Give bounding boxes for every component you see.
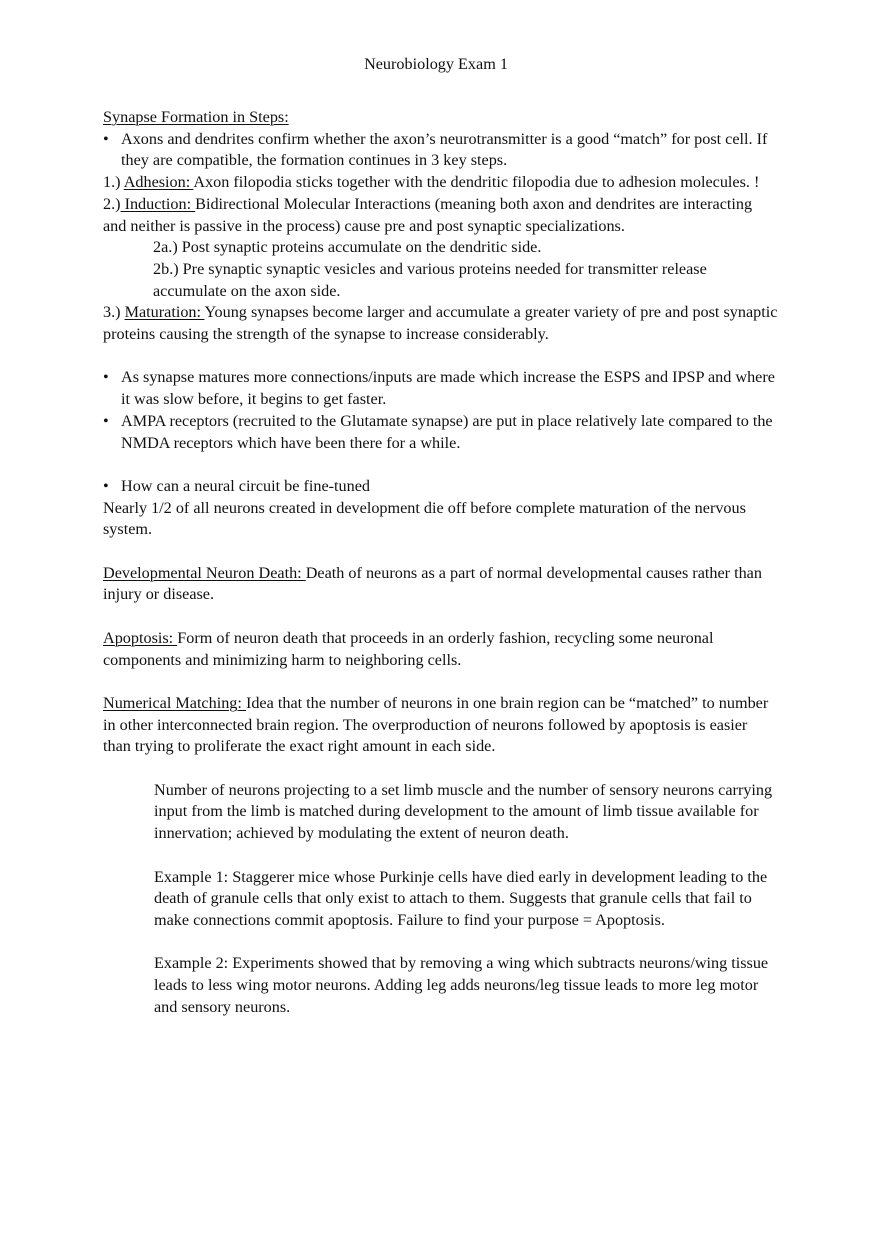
definition-developmental-neuron-death: Developmental Neuron Death: Death of neurons as a part of normal developmental causes rather than injury or disease. xyxy=(103,563,762,604)
spacer xyxy=(103,541,779,563)
step-adhesion: 1.) Adhesion: Axon filopodia sticks together with the dendritic filopodia due to adhesion molecules. ! xyxy=(103,173,760,192)
document-body xyxy=(103,107,779,1018)
paragraph-example-1: Example 1: Staggerer mice whose Purkinje cells have died early in development leading to the death of granule cells that only exist to attach to them. Suggests that granule cells that fail to make connections commit apoptosis. Failure to find your purpose = Apoptosis. xyxy=(154,867,768,929)
finetune-text: Nearly 1/2 of all neurons created in development die off before complete maturation of the nervous system. xyxy=(103,498,746,539)
step-maturation: 3.) Maturation: Young synapses become larger and accumulate a greater variety of pre and post synaptic proteins causing the strength of the synapse to increase considerably. xyxy=(103,303,778,344)
paragraph-limb-matching: Number of neurons projecting to a set limb muscle and the number of sensory neurons carrying input from the limb is matched during development to the amount of limb tissue available for innervation; achieved by modulating the extent of neuron death. xyxy=(154,780,773,843)
term-induction: Induction: xyxy=(120,194,196,213)
definition-apoptosis: Apoptosis: Form of neuron death that proceeds in an orderly fashion, recycling some neuronal components and minimizing harm to neighboring cells. xyxy=(103,628,714,669)
spacer xyxy=(103,346,779,368)
spacer xyxy=(103,758,779,780)
spacer xyxy=(154,845,779,867)
spacer xyxy=(103,671,779,693)
bullet-ampa: • AMPA receptors (recruited to the Glutamate synapse) are put in place relatively late compared to the NMDA receptors which have been there for a while. xyxy=(103,411,779,454)
page-title: Neurobiology Exam 1 xyxy=(364,55,508,73)
term-maturation: Maturation: xyxy=(124,303,205,322)
bullet-match: • Axons and dendrites confirm whether the axon’s neurotransmitter is a good “match” for post cell. If they are compatible, the formation continues in 3 key steps. xyxy=(103,129,779,172)
term-adhesion: Adhesion: xyxy=(123,173,194,192)
bullet-finetune: • How can a neural circuit be fine-tuned xyxy=(103,476,779,498)
section-heading-synapse: Synapse Formation in Steps: xyxy=(103,108,289,126)
step-induction: 2.) Induction: Bidirectional Molecular Interactions (meaning both axon and dendrites are interacting and neither is passive in the process) cause pre and post synaptic specializations. xyxy=(103,194,753,235)
indented-block xyxy=(103,780,779,1019)
step-2a: 2a.) Post synaptic proteins accumulate on the dendritic side. xyxy=(153,238,542,257)
term-numerical-matching: Numerical Matching: xyxy=(103,693,246,712)
paragraph-example-2: Example 2: Experiments showed that by removing a wing which subtracts neurons/wing tissue leads to less wing motor neurons. Adding leg adds neurons/leg tissue leads to more leg motor and sensory neurons. xyxy=(154,954,769,1016)
spacer xyxy=(103,454,779,476)
term-developmental-neuron-death: Developmental Neuron Death: xyxy=(103,563,306,582)
bullet-connections: • As synapse matures more connections/inputs are made which increase the ESPS and IPSP and where it was slow before, it begins to get faster. xyxy=(103,367,779,410)
spacer xyxy=(154,932,779,954)
definition-numerical-matching: Numerical Matching: Idea that the number of neurons in one brain region can be “matched” to number in other interconnected brain region. The overproduction of neurons followed by apoptosis is easier than trying to proliferate the exact right amount in each side. xyxy=(103,693,769,756)
step-2b: 2b.) Pre synaptic synaptic vesicles and various proteins needed for transmitter release accumulate on the axon side. xyxy=(153,259,707,300)
spacer xyxy=(103,606,779,628)
term-apoptosis: Apoptosis: xyxy=(103,628,178,647)
